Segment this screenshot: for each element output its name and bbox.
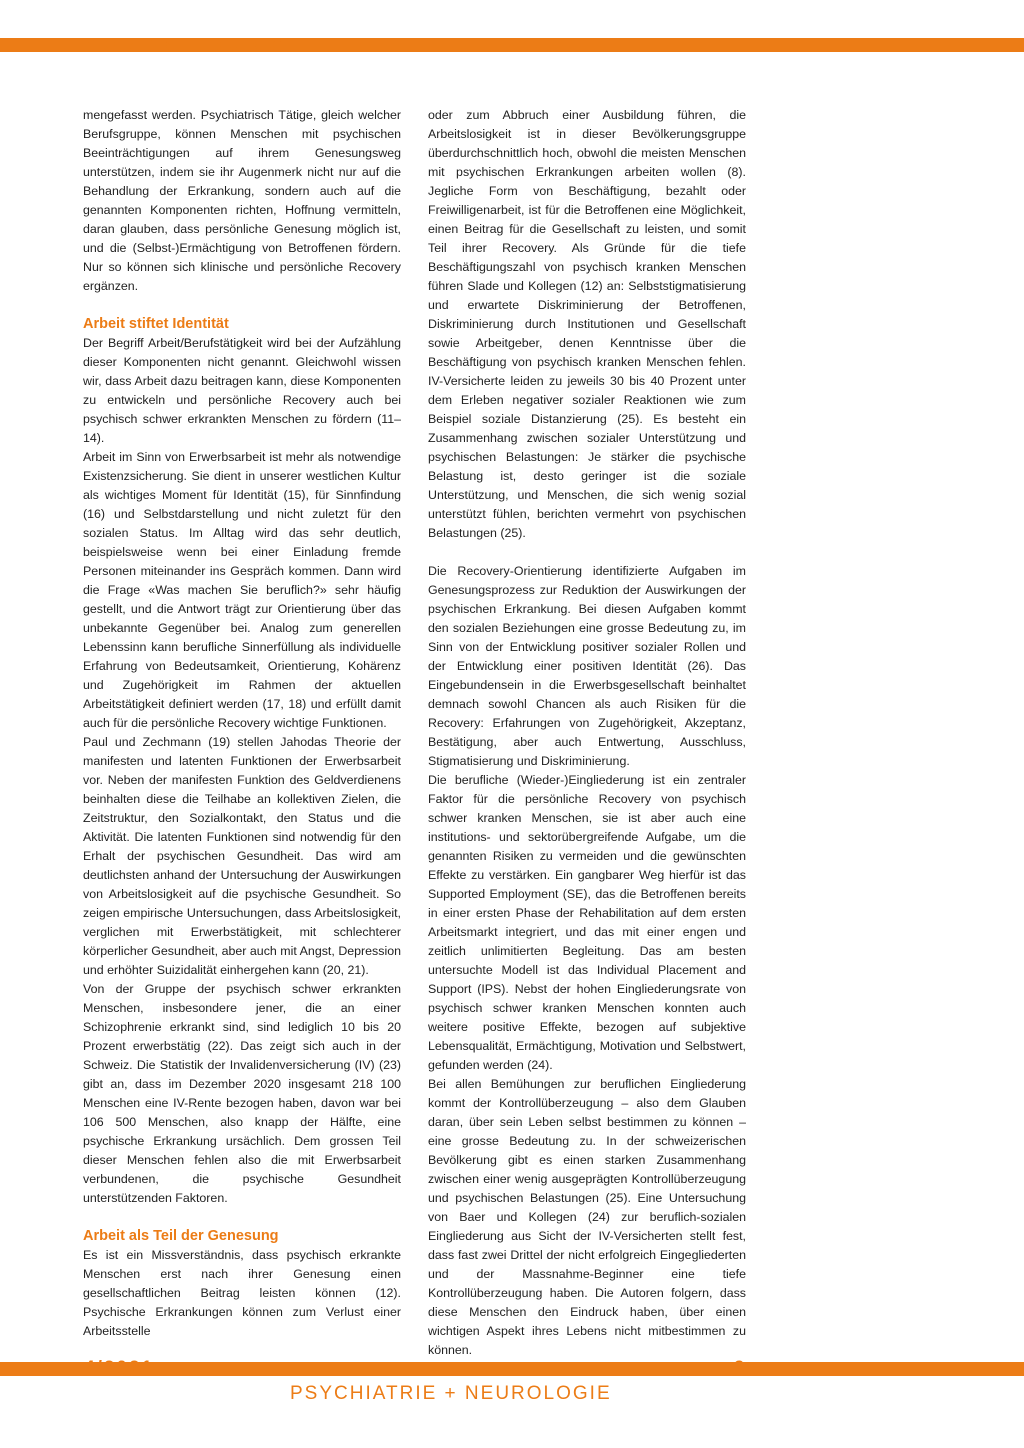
paragraph: Arbeit im Sinn von Erwerbsarbeit ist mehr als notwendige Existenzsicherung. Sie dient in unserer westlichen Kultur als wichtiges Moment für Identität (15), für Sinnfindung (16) und Selbstdarstellung und nicht zuletzt für den sozialen Status. Im Alltag wird das sehr deutlich, beispielsweise wenn bei einer Einladung fremde Personen miteinander ins Gespräch kommen. Dann wird die Frage «Was machen Sie beruflich?» sehr häufig gestellt, und die Antwort trägt zur Orientierung über das unbekannte Gegenüber bei. Analog zum generellen Lebenssinn kann berufliche Sinnerfüllung als individuelle Erfahrung von Bedeutsamkeit, Orientierung, Kohärenz und Zugehörigkeit im Rahmen der aktuellen Arbeitstätigkeit definiert werden (17, 18) und erfüllt damit auch für die persönliche Recovery wichtige Funktionen. bbox=[83, 450, 401, 730]
left-column bbox=[83, 106, 401, 1341]
section-heading: Arbeit als Teil der Genesung bbox=[83, 1228, 279, 1244]
issue-number: 4/2021 bbox=[84, 1358, 155, 1379]
section-heading: Arbeit stiftet Identität bbox=[83, 316, 229, 332]
section-label: FORTBILDUNG bbox=[84, 35, 290, 54]
page-number: 9 bbox=[734, 1358, 745, 1379]
paragraph: Paul und Zechmann (19) stellen Jahodas Theorie der manifesten und latenten Funktionen der Erwerbsarbeit vor. Neben der manifesten Funktion des Geldverdienens beinhalten diese die Teilhabe an kollektiven Zielen, die Zeitstruktur, den Sozialkontakt, den Status und die Aktivität. Die latenten Funktionen sind notwendig für den Erhalt der psychischen Gesundheit. Das wird am deutlichsten anhand der Untersuchung der Auswirkungen von Arbeitslosigkeit auf die psychische Gesundheit. So zeigen empirische Untersuchungen, dass Arbeitslosigkeit, verglichen mit Erwerbstätigkeit, mit schlechterer körperlicher Gesundheit, aber auch mit Angst, Depression und erhöhter Suizidalität einhergehen kann (20, 21). bbox=[83, 735, 401, 977]
journal-name: PSYCHIATRIE + NEUROLOGIE bbox=[290, 1383, 612, 1404]
right-column bbox=[428, 106, 746, 1360]
paragraph: Die berufliche (Wieder-)Eingliederung ist ein zentraler Faktor für die persönliche Recovery von psychisch schwer kranken Menschen, sie ist aber auch eine institutions- und sektorübergreifende Aufgabe, um die genannten Risiken zu vermeiden und die gewünschten Effekte zu verstärken. Ein gangbarer Weg hierfür ist das Supported Employment (SE), das die Betroffenen bereits in einer ersten Phase der Rehabilitation auf dem ersten Arbeitsmarkt integriert, und das mit einer engen und zeitlich unlimitierten Begleitung. Das am besten untersuchte Modell ist das Individual Placement and Support (IPS). Nebst der hohen Eingliederungsrate von psychisch schwer kranken Menschen konnten auch weitere positive Effekte, bezogen auf subjektive Lebensqualität, Ermächtigung, Motivation und Selbstwert, gefunden werden (24). bbox=[428, 773, 746, 1072]
paragraph: Es ist ein Missverständnis, dass psychisch erkrankte Menschen erst nach ihrer Genesung einen gesellschaftlichen Beitrag leisten können (12). Psychische Erkrankungen können zum Verlust einer Arbeitsstelle bbox=[83, 1248, 401, 1338]
paragraph: oder zum Abbruch einer Ausbildung führen, die Arbeitslosigkeit ist in dieser Bevölkerungsgruppe überdurchschnittlich hoch, obwohl die meisten Menschen mit psychischen Erkrankungen arbeiten wollen (8). Jegliche Form von Beschäftigung, bezahlt oder Freiwilligenarbeit, ist für die Betroffenen eine Möglichkeit, einen Beitrag für die Gesellschaft zu leisten, und somit Teil ihrer Recovery. Als Gründe für die tiefe Beschäftigungszahl von psychisch kranken Menschen führen Slade und Kollegen (12) an: Selbststigmatisierung und erwartete Diskriminierung der Betroffenen, Diskriminierung durch Institutionen und Gesellschaft sowie Arbeitgeber, denen Kenntnisse über die Beschäftigung von psychisch kranken Menschen fehlen. IV-Versicherte leiden zu jeweils 30 bis 40 Prozent unter dem Erleben negativer sozialer Reaktionen wie zum Beispiel soziale Distanzierung (25). Es besteht ein Zusammenhang zwischen sozialer Unterstützung und psychischen Belastungen: Je stärker die psychische Belastung ist, desto geringer ist die soziale Unterstützung, und Menschen, die sich wenig sozial unterstützt fühlen, berichten vermehrt von psychischen Belastungen (25). bbox=[428, 108, 746, 540]
paragraph: Der Begriff Arbeit/Berufstätigkeit wird bei der Aufzählung dieser Komponenten nicht genannt. Gleichwohl wissen wir, dass Arbeit dazu beitragen kann, diese Komponenten zu entwickeln und persönliche Recovery auch bei psychisch schwer erkrankten Menschen zu fördern (11–14). bbox=[83, 336, 401, 445]
paragraph: mengefasst werden. Psychiatrisch Tätige, gleich welcher Berufsgruppe, können Menschen mit psychischen Beeinträchtigungen auf ihrem Genesungsweg unterstützen, indem sie ihr Augenmerk nicht nur auf die Behandlung der Erkrankung, sondern auch auf die genannten Komponenten richten, Hoffnung vermitteln, daran glauben, dass persönliche Genesung möglich ist, und die (Selbst-)Ermächtigung von Betroffenen fördern. Nur so können sich klinische und persönliche Recovery ergänzen. bbox=[83, 108, 401, 293]
paragraph: Bei allen Bemühungen zur beruflichen Eingliederung kommt der Kontrollüberzeugung – also dem Glauben daran, über sein Leben selbst bestimmen zu können – eine grosse Bedeutung zu. In der schweizerischen Bevölkerung gibt es einen starken Zusammenhang zwischen einer wenig ausgeprägten Kontrollüberzeugung und psychischen Belastungen (25). Eine Untersuchung von Baer und Kollegen (24) zur beruflich-sozialen Eingliederung aus Sicht der IV-Versicherten stellt fest, dass fast zwei Drittel der nicht erfolgreich Eingegliederten und der Massnahme-Beginner eine tiefe Kontrollüberzeugung haben. Die Autoren folgern, dass diese Menschen den Eindruck haben, über einen wichtigen Aspekt ihres Lebens nicht mitbestimmen zu können. bbox=[428, 1077, 746, 1357]
paragraph: Die Recovery-Orientierung identifizierte Aufgaben im Genesungsprozess zur Reduktion der Auswirkungen der psychischen Erkrankung. Bei diesen Aufgaben kommt den sozialen Beziehungen eine grosse Bedeutung zu, im Sinn von der Entwicklung positiver sozialer Rollen und der Entwicklung einer positiven Identität (26). Das Eingebundensein in die Erwerbsgesellschaft beinhaltet demnach sowohl Chancen als auch Risiken für die Recovery: Erfahrungen von Zugehörigkeit, Akzeptanz, Bestätigung, aber auch Entwertung, Ausschluss, Stigmatisierung und Diskriminierung. bbox=[428, 564, 746, 768]
paragraph: Von der Gruppe der psychisch schwer erkrankten Menschen, insbesondere jener, die an einer Schizophrenie erkrankt sind, sind lediglich 10 bis 20 Prozent erwerbstätig (22). Das zeigt sich auch in der Schweiz. Die Statistik der Invalidenversicherung (IV) (23) gibt an, dass im Dezember 2020 insgesamt 218 100 Menschen eine IV-Rente bezogen haben, davon war bei 106 500 Menschen, also knapp der Hälfte, eine psychische Erkrankung ursächlich. Dem grossen Teil dieser Menschen fehlen also die mit Erwerbsarbeit verbundenen, die psychische Gesundheit unterstützenden Faktoren. bbox=[83, 982, 401, 1205]
